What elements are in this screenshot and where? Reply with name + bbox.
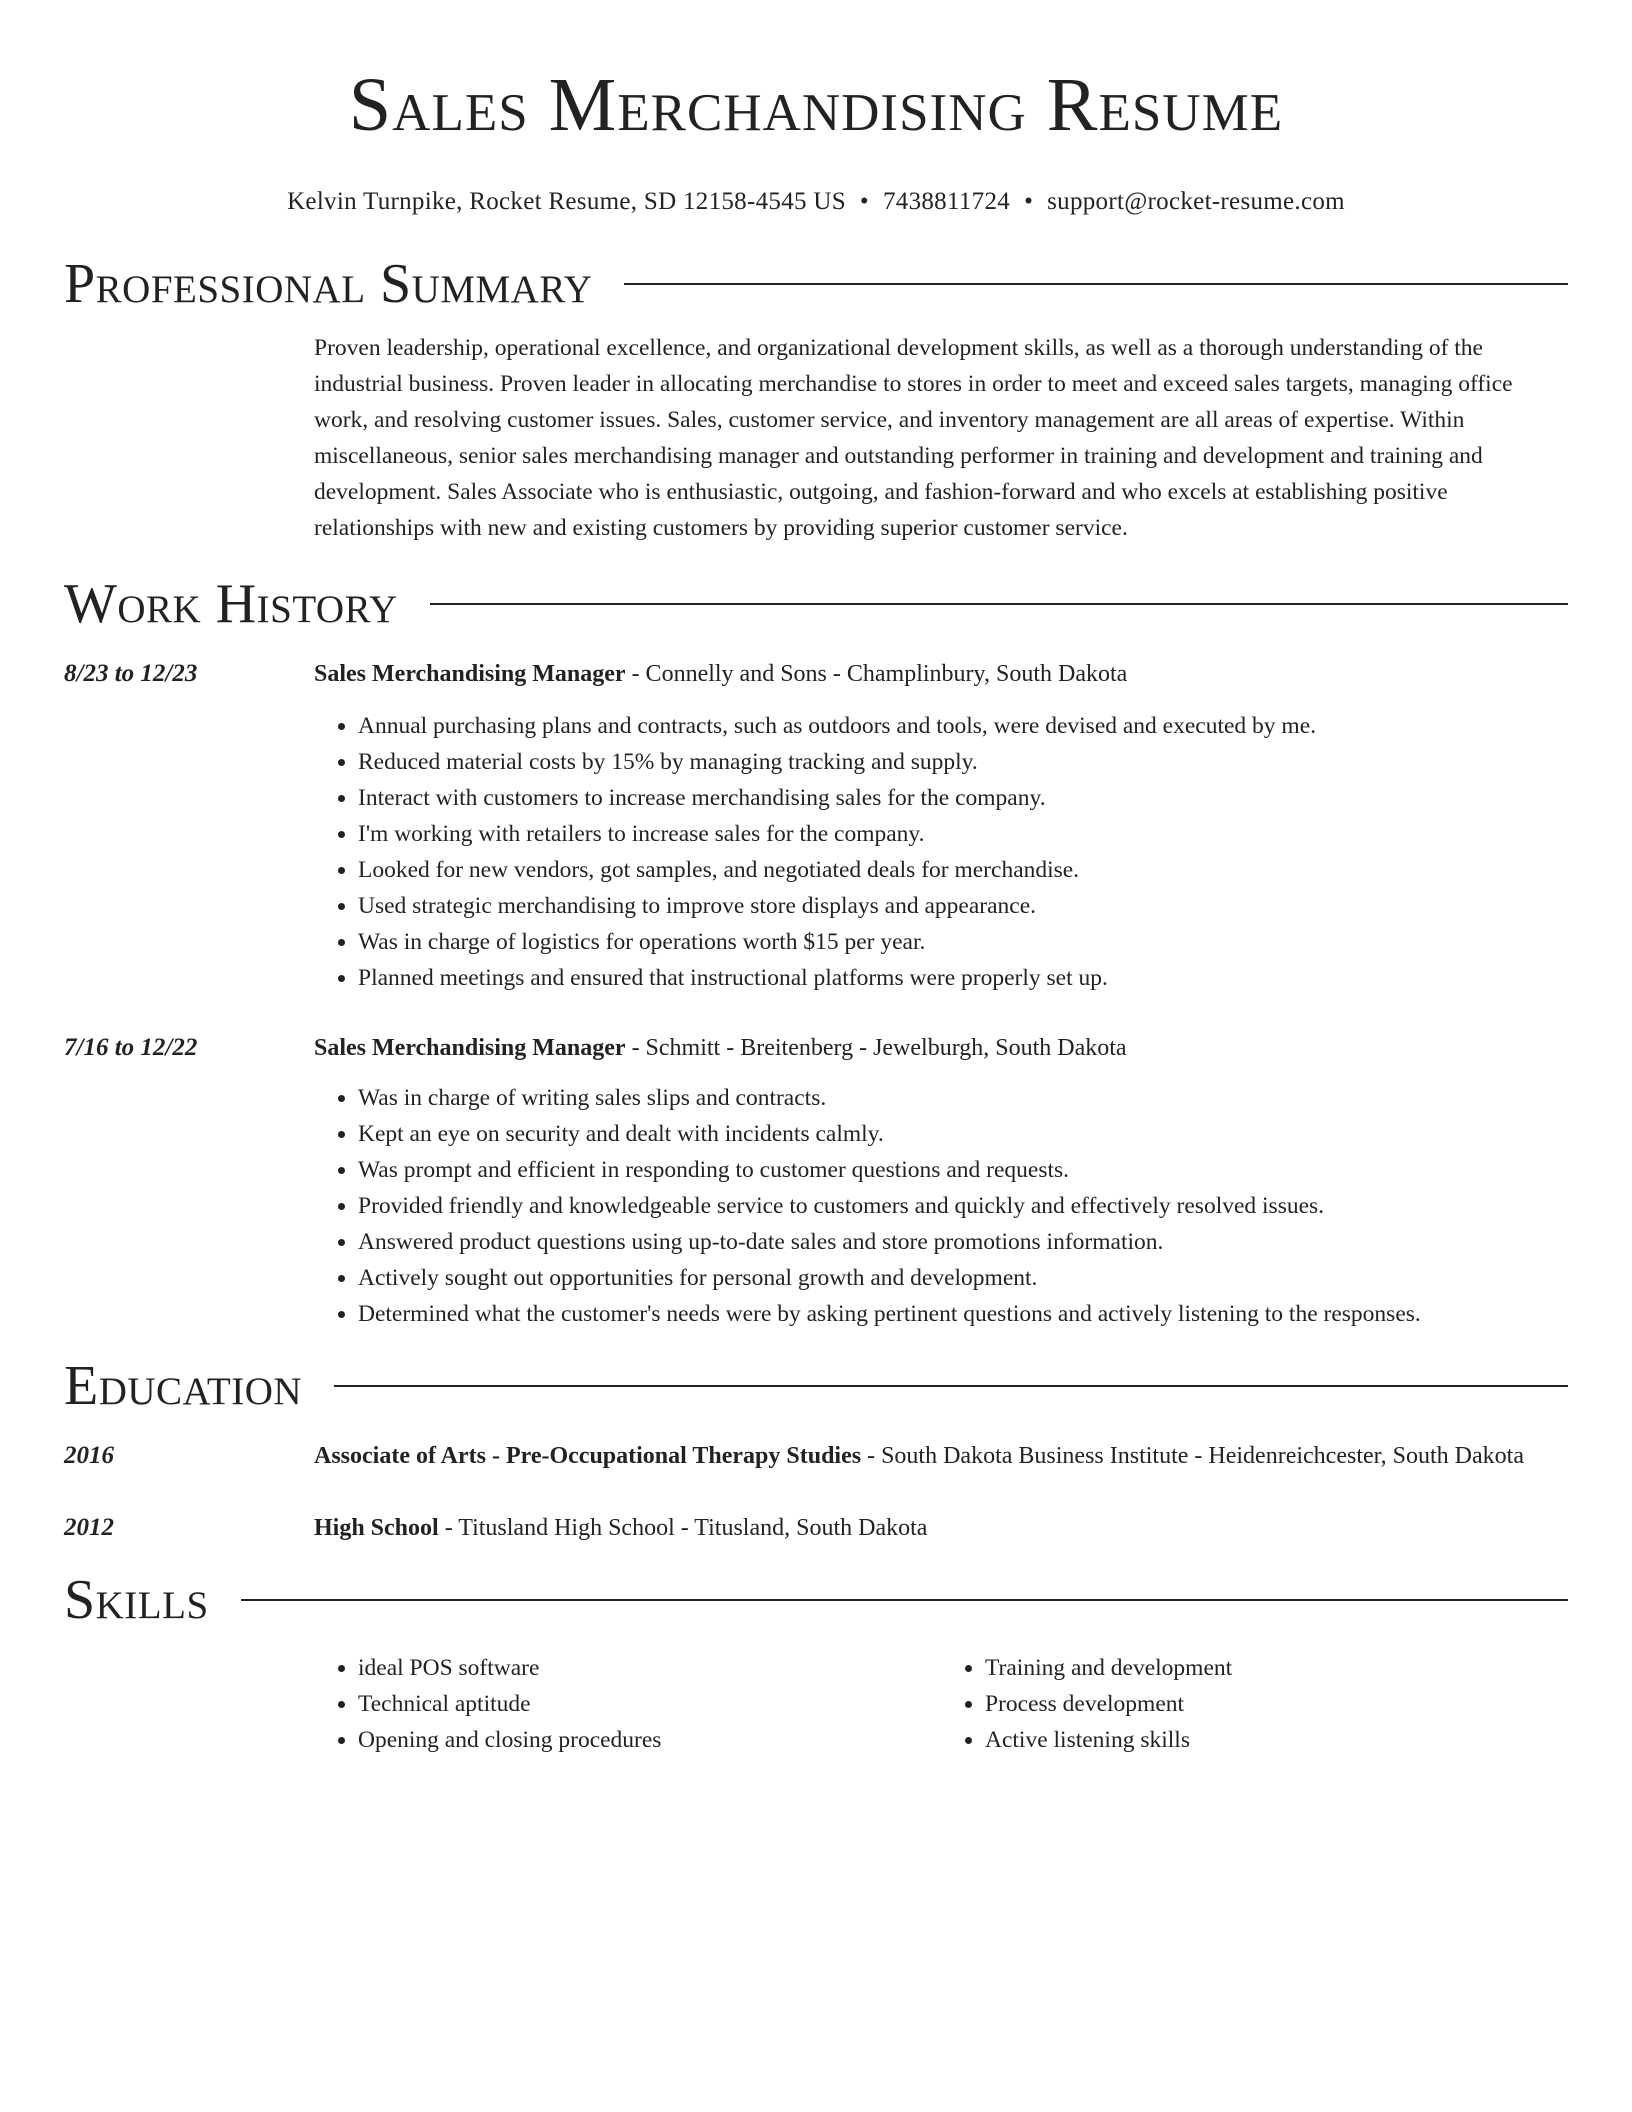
list-item: • Answered product questions using up-to-date sales and store promotions information. bbox=[358, 1224, 1568, 1260]
job-bullets bbox=[314, 1080, 1568, 1332]
education-section-header bbox=[64, 1354, 1568, 1418]
education-school: - South Dakota Business Institute - Heidenreichcester, South Dakota bbox=[861, 1443, 1524, 1469]
education-details bbox=[314, 1438, 1568, 1474]
contact-line bbox=[64, 188, 1568, 216]
job-entry bbox=[64, 656, 1568, 692]
job-title: Sales Merchandising Manager bbox=[314, 661, 626, 687]
education-heading: Education bbox=[64, 1355, 303, 1417]
section-divider bbox=[430, 603, 1568, 605]
skills-section-header bbox=[64, 1568, 1568, 1632]
section-divider bbox=[241, 1599, 1568, 1601]
list-item: • Was in charge of writing sales slips and contracts. bbox=[358, 1080, 1568, 1116]
list-item: • Process development bbox=[985, 1686, 1568, 1722]
job-header bbox=[314, 656, 1568, 692]
work-heading: Work History bbox=[64, 573, 398, 635]
section-divider bbox=[334, 1385, 1568, 1387]
education-degree: High School bbox=[314, 1515, 439, 1541]
contact-email: support@rocket-resume.com bbox=[1047, 188, 1345, 215]
work-section-header bbox=[64, 572, 1568, 636]
resume-title: Sales Merchandising Resume bbox=[348, 63, 1284, 147]
list-item: • Technical aptitude bbox=[358, 1686, 941, 1722]
job-dates: 7/16 to 12/22 bbox=[64, 1034, 198, 1061]
education-entry bbox=[64, 1438, 1568, 1474]
summary-text: Proven leadership, operational excellence, and organizational development skills, as well as a thorough understanding of the industrial business. Proven leader in allocating merchandise to stores in order to meet and exceed sales targets, managing office work, and resolving customer issues. Sales, customer service, and inventory management are all areas of expertise. Within miscellaneous, senior sales merchandising manager and outstanding performer in training and development and training and development. Sales Associate who is enthusiastic, outgoing, and fashion-forward and who excels at establishing positive relationships with new and existing customers by providing superior customer service. bbox=[314, 335, 1513, 541]
education-year: 2012 bbox=[64, 1514, 114, 1541]
job-header bbox=[314, 1030, 1568, 1066]
list-item: • Used strategic merchandising to improve store displays and appearance. bbox=[358, 888, 1568, 924]
list-item: • Was prompt and efficient in responding to customer questions and requests. bbox=[358, 1152, 1568, 1188]
list-item: • Reduced material costs by 15% by managing tracking and supply. bbox=[358, 744, 1568, 780]
contact-phone: 7438811724 bbox=[882, 188, 1011, 215]
section-divider bbox=[624, 283, 1568, 285]
separator-dot: • bbox=[1024, 188, 1034, 215]
list-item: • Kept an eye on security and dealt with incidents calmly. bbox=[358, 1116, 1568, 1152]
list-item: • Looked for new vendors, got samples, and negotiated deals for merchandise. bbox=[358, 852, 1568, 888]
education-degree: Associate of Arts - Pre-Occupational Therapy Studies bbox=[314, 1443, 862, 1469]
skills-heading: Skills bbox=[64, 1569, 209, 1631]
list-item: • Determined what the customer's needs were by asking pertinent questions and actively listening to the responses. bbox=[358, 1296, 1568, 1332]
education-entry bbox=[64, 1510, 1568, 1546]
job-title: Sales Merchandising Manager bbox=[314, 1035, 626, 1061]
list-item: • Training and development bbox=[985, 1650, 1568, 1686]
summary-section-header bbox=[64, 252, 1568, 316]
list-item: • Was in charge of logistics for operations worth $15 per year. bbox=[358, 924, 1568, 960]
job-entry bbox=[64, 1030, 1568, 1066]
summary-heading: Professional Summary bbox=[64, 253, 593, 315]
job-details: - Connelly and Sons - Champlinbury, South Dakota bbox=[625, 661, 1128, 687]
list-item: • Active listening skills bbox=[985, 1722, 1568, 1758]
list-item: • I'm working with retailers to increase sales for the company. bbox=[358, 816, 1568, 852]
list-item: • Interact with customers to increase merchandising sales for the company. bbox=[358, 780, 1568, 816]
list-item: • Planned meetings and ensured that instructional platforms were properly set up. bbox=[358, 960, 1568, 996]
list-item: • Actively sought out opportunities for personal growth and development. bbox=[358, 1260, 1568, 1296]
education-school: - Titusland High School - Titusland, South Dakota bbox=[438, 1515, 928, 1541]
separator-dot: • bbox=[859, 188, 869, 215]
education-year: 2016 bbox=[64, 1442, 114, 1469]
skills-list bbox=[314, 1650, 1568, 1758]
list-item: • Opening and closing procedures bbox=[358, 1722, 941, 1758]
education-details bbox=[314, 1510, 1568, 1546]
job-bullets bbox=[314, 708, 1568, 996]
contact-address: Kelvin Turnpike, Rocket Resume, SD 12158-4545 US bbox=[287, 188, 846, 215]
job-dates: 8/23 to 12/23 bbox=[64, 660, 198, 687]
list-item: • ideal POS software bbox=[358, 1650, 941, 1686]
job-details: - Schmitt - Breitenberg - Jewelburgh, South Dakota bbox=[625, 1035, 1127, 1061]
list-item: • Annual purchasing plans and contracts, such as outdoors and tools, were devised and executed by me. bbox=[358, 708, 1568, 744]
list-item: • Provided friendly and knowledgeable service to customers and quickly and effectively resolved issues. bbox=[358, 1188, 1568, 1224]
skills-column-left bbox=[314, 1650, 941, 1758]
skills-column-right bbox=[941, 1650, 1568, 1758]
